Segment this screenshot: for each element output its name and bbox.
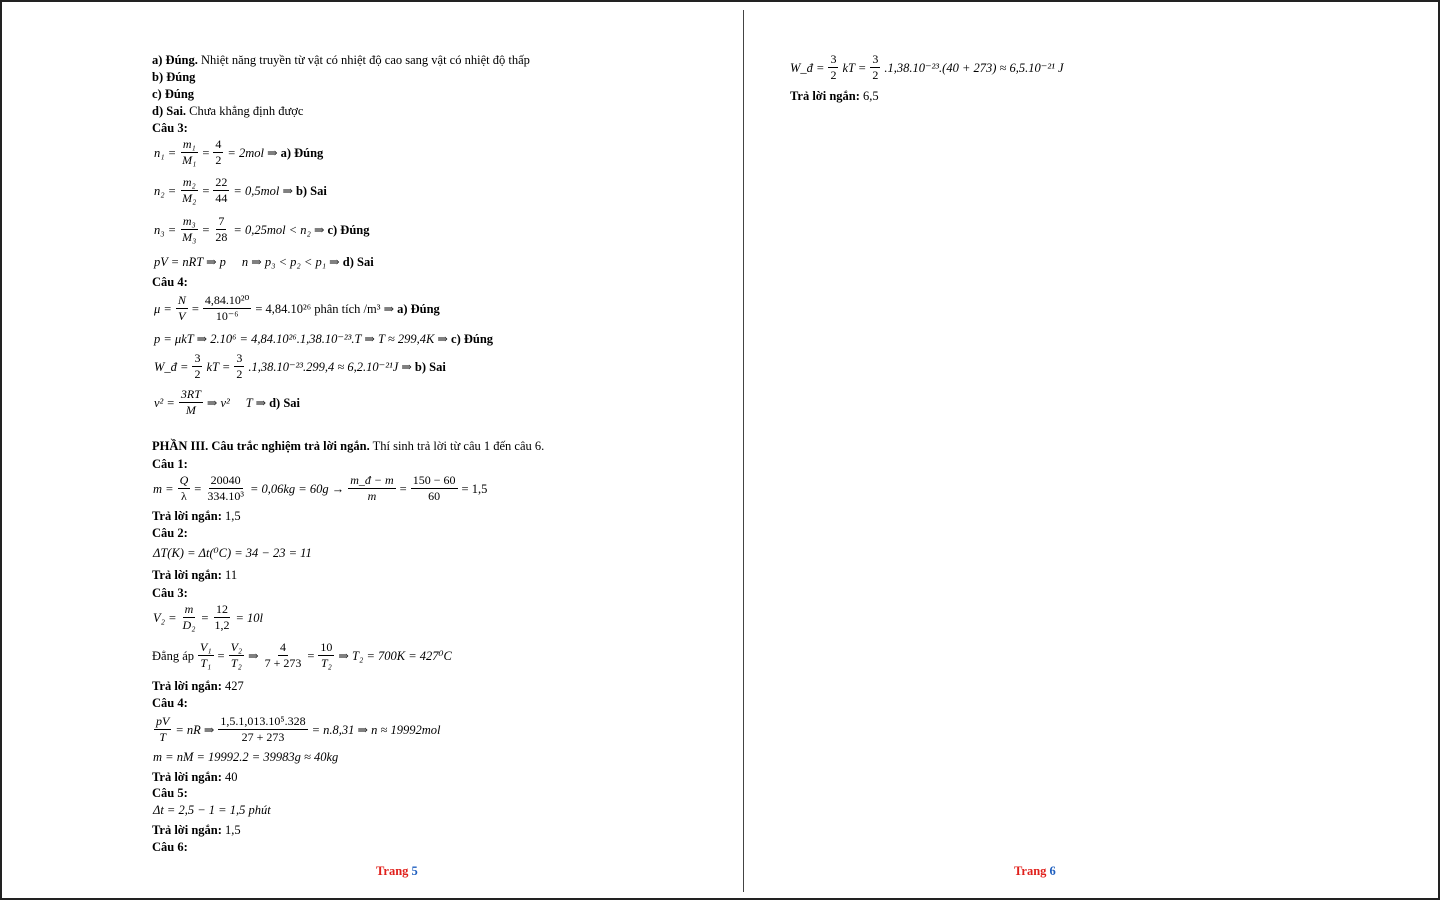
verdict: b) Sai <box>414 359 446 374</box>
s4-equation-2: m = nM = 19992.2 = 39983g ≈ 40kg <box>153 750 339 764</box>
eq-rest: .1,38.10⁻²³.299,4 ≈ 6,2.10⁻²¹J ⇒ <box>248 359 412 374</box>
numerator: 3 <box>194 351 201 365</box>
answer-value: 1,5 <box>225 509 241 523</box>
answer-d-line <box>152 104 303 118</box>
page-number-5 <box>376 864 418 879</box>
denominator: 10⁻⁶ <box>215 309 239 323</box>
verdict: d) Sai <box>342 255 374 269</box>
fraction <box>348 474 395 503</box>
fraction <box>154 715 171 744</box>
q4-equation-2 <box>154 332 493 346</box>
q3-equation-3: n₃ = $\frac{\text{m₃}}{\text{M₃}}$ = $\frac{7}{28}$ = 0,25mol < n₂ ⇒ c) Đúng <box>154 214 370 244</box>
denominator: M₂ <box>182 191 197 205</box>
question-3-heading: Câu 3: <box>152 121 188 135</box>
denominator: M₁ <box>182 153 197 167</box>
answer-a-label: a) Đúng. <box>152 53 198 67</box>
short-question-5-heading: Câu 5: <box>152 786 188 800</box>
short-question-4-heading: Câu 4: <box>152 696 188 710</box>
answer-label: Trả lời ngắn: <box>790 89 860 103</box>
verdict: c) Đúng <box>451 332 494 346</box>
fraction <box>411 474 458 503</box>
verdict: a) Đúng <box>397 301 440 316</box>
numerator: 7 <box>218 214 225 228</box>
eq-rest: .1,38.10⁻²³.(40 + 273) ≈ 6,5.10⁻²¹ J <box>884 60 1064 75</box>
verdict: b) Sai <box>295 183 327 198</box>
answer-d-text: Chưa khẳng định được <box>189 104 304 118</box>
page-num: 5 <box>411 864 418 878</box>
s5-equation: Δt = 2,5 − 1 = 1,5 phút <box>153 803 271 817</box>
eq-lhs: n₁ = <box>154 145 177 160</box>
answer-d-label: d) Sai. <box>152 104 187 118</box>
numerator: 20040 <box>210 473 241 487</box>
denominator: M <box>185 403 196 417</box>
s1-answer <box>152 509 241 523</box>
fraction <box>318 641 334 670</box>
fraction <box>213 215 229 244</box>
q4-equation-3 <box>154 352 446 381</box>
verdict: a) Đúng <box>280 145 324 160</box>
fraction <box>181 603 198 632</box>
fraction <box>229 641 245 670</box>
s2-equation: ΔT(K) = Δt(⁰C) = 34 − 23 = 11 <box>153 546 312 560</box>
denominator: M₃ <box>182 230 197 244</box>
fraction <box>205 474 246 503</box>
short-question-6-heading: Câu 6: <box>152 840 188 854</box>
answer-value: 1,5 <box>225 823 241 837</box>
eq-rest: = 10l <box>235 610 263 625</box>
eq-mid: = 0,06kg = 60g → <box>249 481 345 496</box>
s1-equation: m = $\frac{Q}{\lambda}$ = $\frac{20040}{\text{334.10³}}$ = 0,06kg = 60g → $\frac{m\_đ - m}{m}$ = $\frac{150 - 60}{60}$ = 1,5 <box>153 473 488 503</box>
eq-lhs: V₂ = <box>153 610 177 625</box>
denominator: V <box>178 309 186 323</box>
denominator: 7 + 273 <box>264 656 302 670</box>
denominator: 1,2 <box>214 618 230 632</box>
fraction <box>180 215 198 244</box>
part-3-title: PHẦN III. Câu trắc nghiệm trả lời ngắn. <box>152 439 370 453</box>
q4-equation-1: μ = $\frac{N}{V}$ = $\frac{\text{4,84.10²⁰}}{\text{10⁻⁶}}$ = 4,84.10²⁶ phân tích /m³ ⇒ a) Đúng <box>154 293 440 323</box>
numerator: 12 <box>215 602 228 616</box>
numerator: m₁ <box>182 137 196 151</box>
denominator: 27 + 273 <box>241 730 285 744</box>
numerator: 3 <box>236 351 243 365</box>
fraction <box>218 715 307 744</box>
q4-equation-4 <box>154 388 300 417</box>
numerator: 22 <box>215 175 228 189</box>
eq-rest: ⇒ v² ⃞ T ⇒ <box>206 395 267 410</box>
numerator: m <box>184 602 194 616</box>
answer-value: 11 <box>225 568 238 582</box>
page-num: 6 <box>1049 864 1056 878</box>
eq-rest: = 0,5mol ⇒ <box>233 183 293 198</box>
denominator: 2 <box>236 367 243 381</box>
eq-rest: ⇒ T₂ = 700K = 427⁰C <box>338 648 452 663</box>
numerator: 10 <box>320 640 333 654</box>
numerator: 4 <box>215 137 222 151</box>
eq-rest: = 1,5 <box>461 481 488 496</box>
fraction <box>180 176 198 205</box>
eq-mid: kT = <box>206 359 231 374</box>
eq-lhs: m = <box>153 481 174 496</box>
numerator: 1,5.1,013.10⁵.328 <box>220 714 306 728</box>
s3-equation-2: Đẳng áp $\frac{\text{V₁}}{\text{T₁}}$ = $\frac{\text{V₂}}{\text{T₂}}$ ⇒ $\frac{4}{7 + 273}$ = $\frac{10}{\text{T₂}}$ ⇒ T₂ = 700K = 427⁰C <box>152 640 452 670</box>
answer-label: Trả lời ngắn: <box>152 509 222 523</box>
answer-label: Trả lời ngắn: <box>152 568 222 582</box>
s5-answer <box>152 823 241 837</box>
eq-lhs: μ = <box>154 301 172 316</box>
q3-equation-2: n₂ = $\frac{\text{m₂}}{\text{M₂}}$ = $\frac{22}{44}$ = 0,5mol ⇒ b) Sai <box>154 175 327 205</box>
denominator: λ <box>181 489 187 503</box>
question-4-heading: Câu 4: <box>152 275 188 289</box>
eq-rest: = 2mol ⇒ <box>227 145 278 160</box>
fraction <box>263 641 304 670</box>
answer-label: Trả lời ngắn: <box>152 823 222 837</box>
answer-value: 6,5 <box>863 89 879 103</box>
fraction <box>180 138 198 167</box>
eq-lhs: v² = <box>154 395 175 410</box>
s4-equation-1 <box>153 714 440 744</box>
fraction <box>234 352 244 381</box>
denominator: 2 <box>830 68 837 82</box>
denominator: D₂ <box>182 618 196 632</box>
denominator: 2 <box>215 153 222 167</box>
s4-answer <box>152 770 238 784</box>
denominator: 2 <box>872 68 879 82</box>
part-3-instruction: Thí sinh trả lời từ câu 1 đến câu 6. <box>372 439 545 453</box>
numerator: 3 <box>872 52 879 66</box>
s2-answer <box>152 568 237 582</box>
eq-lhs: W_đ = <box>154 359 189 374</box>
eq-rest: = 0,25mol < n₂ ⇒ <box>233 222 325 237</box>
short-question-2-heading: Câu 2: <box>152 526 188 540</box>
answer-a-line <box>152 53 530 67</box>
denominator: 60 <box>428 489 441 503</box>
answer-label: Trả lời ngắn: <box>152 679 222 693</box>
numerator: V₁ <box>200 640 212 654</box>
denominator: 44 <box>215 191 228 205</box>
eq-mid: = nR ⇒ <box>175 722 215 737</box>
page-number-6 <box>1014 864 1056 879</box>
denominator: 334.10³ <box>207 489 244 503</box>
eq-text: pV = nRT ⇒ p ⃞ n ⇒ p₃ < p₂ < p₁ ⇒ <box>154 255 340 269</box>
s3-equation-1: V₂ = $\frac{m}{\text{D₂}}$ = $\frac{12}{1,2}$ = 10l <box>153 602 263 632</box>
numerator: 150 − 60 <box>412 473 456 487</box>
fraction <box>178 474 191 503</box>
eq-mid: kT = <box>842 60 867 75</box>
page-word: Trang <box>376 864 409 878</box>
verdict: d) Sai <box>269 395 300 410</box>
fraction <box>198 641 214 670</box>
denominator: T₁ <box>200 656 212 670</box>
q3-equation-4 <box>154 255 374 269</box>
eq-lhs: n₂ = <box>154 183 177 198</box>
fraction <box>828 53 838 82</box>
s3-answer <box>152 679 244 693</box>
answer-c-line: c) Đúng <box>152 87 195 101</box>
numerator: Q <box>179 473 189 487</box>
eq-lhs: W_đ = <box>790 60 825 75</box>
denominator: m <box>367 489 377 503</box>
answer-value: 40 <box>225 770 238 784</box>
denominator: T₂ <box>230 656 242 670</box>
fraction <box>203 294 251 323</box>
eq-text: p = μkT ⇒ 2.10⁶ = 4,84.10²⁶.1,38.10⁻²³.T ⇒ T ≈ 299,4K ⇒ <box>154 332 448 346</box>
denominator: 28 <box>215 230 228 244</box>
right-equation <box>790 53 1064 82</box>
fraction <box>179 388 203 417</box>
denominator: T₂ <box>320 656 332 670</box>
fraction <box>870 53 880 82</box>
numerator: 3 <box>830 52 837 66</box>
verdict: c) Đúng <box>327 222 370 237</box>
short-question-3-heading: Câu 3: <box>152 586 188 600</box>
denominator: T <box>159 730 167 744</box>
numerator: 4,84.10²⁰ <box>204 293 250 307</box>
eq-rest: = n.8,31 ⇒ n ≈ 19992mol <box>311 722 441 737</box>
numerator: V₂ <box>230 640 243 654</box>
numerator: m₃ <box>182 214 196 228</box>
fraction <box>212 603 231 632</box>
numerator: N <box>177 293 186 307</box>
eq-lhs: n₃ = <box>154 222 177 237</box>
numerator: m_đ − m <box>350 473 394 487</box>
answer-b-line: b) Đúng <box>152 70 196 84</box>
fraction <box>192 352 202 381</box>
right-answer <box>790 89 879 103</box>
page-word: Trang <box>1014 864 1047 878</box>
numerator: 3RT <box>180 387 201 401</box>
fraction <box>213 176 229 205</box>
page-6 <box>744 0 1438 900</box>
part-3-heading <box>152 439 544 453</box>
eq-prefix: Đẳng áp <box>152 648 194 663</box>
numerator: 4 <box>279 640 286 654</box>
denominator: 2 <box>194 367 201 381</box>
numerator: pV <box>156 714 170 728</box>
fraction <box>176 294 188 323</box>
answer-value: 427 <box>225 679 244 693</box>
numerator: m₂ <box>182 175 196 189</box>
fraction <box>213 138 223 167</box>
short-question-1-heading: Câu 1: <box>152 457 188 471</box>
answer-label: Trả lời ngắn: <box>152 770 222 784</box>
answer-a-text: Nhiệt năng truyền từ vật có nhiệt độ cao sang vật có nhiệt độ thấp <box>200 53 530 67</box>
eq-rest: = 4,84.10²⁶ phân tích /m³ ⇒ <box>255 301 395 316</box>
q3-equation-1: n₁ = $\frac{\text{m₁}}{\text{M₁}}$ = $\frac{4}{2}$ = 2mol ⇒ a) Đúng <box>154 137 324 167</box>
